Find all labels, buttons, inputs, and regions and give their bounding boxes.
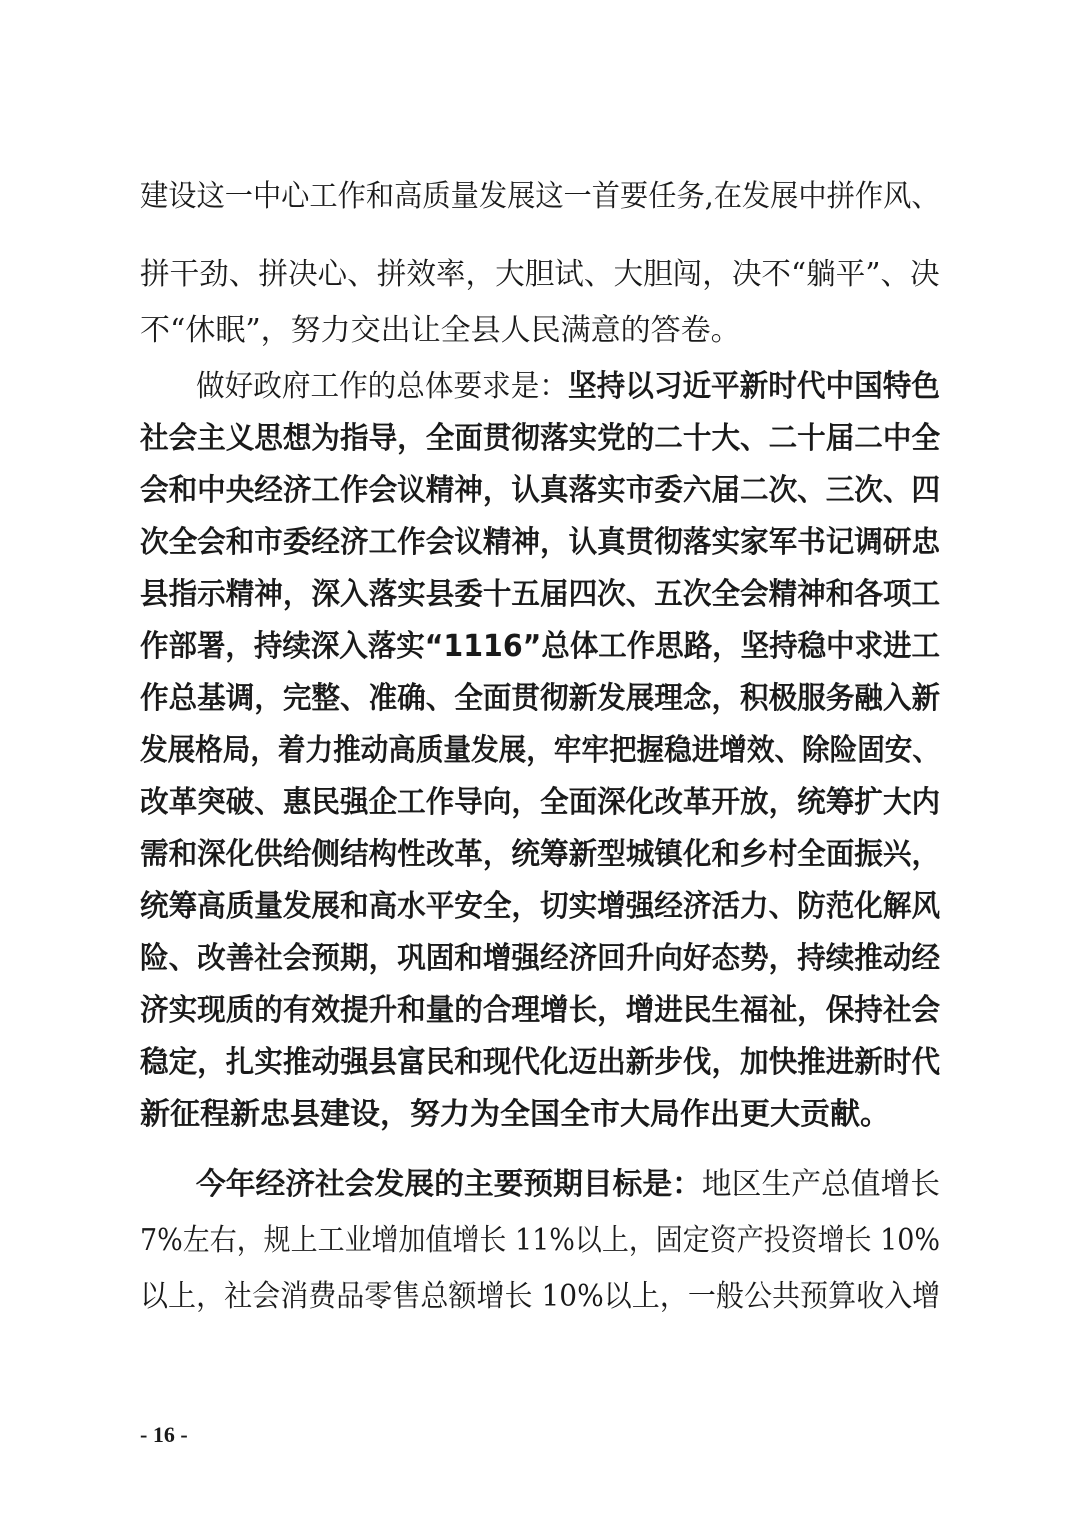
paragraph-2-line-13: 济实现质的有效提升和量的合理增长，增进民生福祉，保持社会 bbox=[140, 993, 941, 1028]
paragraph-2-line-6: 作部署，持续深入落实“1116”总体工作思路，坚持稳中求进工 bbox=[140, 629, 940, 664]
paragraph-2-line-10: 需和深化供给侧结构性改革，统筹新型城镇化和乡村全面振兴， bbox=[140, 837, 941, 872]
paragraph-2-line-7: 作总基调，完整、准确、全面贯彻新发展理念，积极服务融入新 bbox=[140, 681, 941, 716]
paragraph-3-lead: 今年经济社会发展的主要预期目标是： bbox=[196, 1167, 702, 1202]
paragraph-2-line-12: 险、改善社会预期，巩固和增强经济回升向好态势，持续推动经 bbox=[140, 941, 941, 976]
paragraph-1-line-2: 拼干劲、拼决心、拼效率，大胆试、大胆闯，决不“躺平”、决 bbox=[140, 257, 940, 292]
paragraph-3-line-1 bbox=[196, 1160, 940, 1210]
paragraph-2-line-15: 新征程新忠县建设，努力为全国全市大局作出更大贡献。 bbox=[140, 1097, 890, 1132]
page-number: - 16 - bbox=[140, 1422, 188, 1447]
paragraph-2-line-2: 社会主义思想为指导，全面贯彻落实党的二十大、二十届二中全 bbox=[140, 421, 941, 456]
paragraph-1-line-1: 建设这一中心工作和高质量发展这一首要任务,在发展中拼作风、 bbox=[140, 179, 940, 214]
paragraph-1-line-3: 不“休眠”，努力交出让全县人民满意的答卷。 bbox=[140, 313, 741, 348]
paragraph-2-line-3: 会和中央经济工作会议精神，认真落实市委六届二次、三次、四 bbox=[140, 473, 941, 508]
paragraph-2-line-8: 发展格局，着力推动高质量发展，牢牢把握稳进增效、除险固安、 bbox=[140, 733, 940, 768]
paragraph-2-line-14: 稳定，扎实推动强县富民和现代化迈出新步伐，加快推进新时代 bbox=[140, 1045, 941, 1080]
paragraph-2-line-9: 改革突破、惠民强企工作导向，全面深化改革开放，统筹扩大内 bbox=[140, 785, 941, 820]
paragraph-2-line-5: 县指示精神，深入落实县委十五届四次、五次全会精神和各项工 bbox=[140, 577, 941, 612]
paragraph-2-line-4: 次全会和市委经济工作会议精神，认真贯彻落实家军书记调研忠 bbox=[140, 525, 941, 560]
paragraph-3-line-2: 7%左右，规上工业增加值增长 11%以上，固定资产投资增长 10% bbox=[140, 1223, 941, 1258]
paragraph-2-lead: 做好政府工作的总体要求是： bbox=[196, 369, 568, 404]
paragraph-3-line-3: 以上，社会消费品零售总额增长 10%以上，一般公共预算收入增 bbox=[140, 1279, 941, 1314]
paragraph-2-line-1 bbox=[196, 362, 940, 412]
paragraph-2-line-11: 统筹高质量发展和高水平安全，切实增强经济活力、防范化解风 bbox=[140, 889, 941, 924]
paragraph-2-first-bold: 坚持以习近平新时代中国特色 bbox=[567, 369, 940, 404]
paragraph-3-first-rest: 地区生产总值增长 bbox=[701, 1167, 940, 1202]
